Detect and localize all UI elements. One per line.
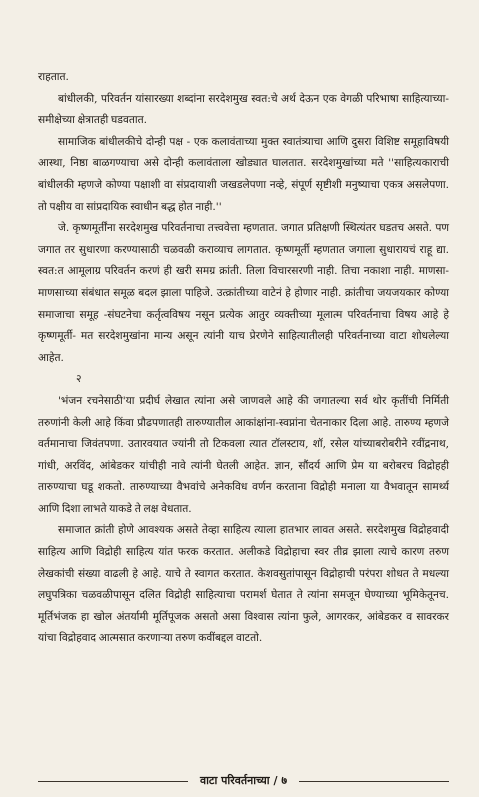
paragraph-social-commitment: सामाजिक बांधीलकीचे दोन्ही पक्ष - एक कलावंताच्या मुक्त स्वातंत्र्याचा आणि दुसरा विशिष्ट समूहाविषयी आस्था, निष्ठा बाळगण्याचा असे दोन्ही कलावंताला खोड्यात घालतात. सरदेशमुखांच्या मते ''साहित्यकाराची बांधीलकी म्हणजे कोण्या पक्षाशी वा संप्रदायाशी जखडलेपणा नव्हे, संपूर्ण सृष्टीशी मनुष्याचा एकत्र असलेपणा. तो पक्षीय वा सांप्रदायिक स्वाधीन बद्ध होत नाही.'' bbox=[38, 135, 449, 213]
paragraph-youth: 'भंजन रचनेसाठी'या प्रदीर्घ लेखात त्यांना असे जाणवले आहे की जगातल्या सर्व थोर कृतींची निर्मिती तरुणांनी केली आहे किंवा प्रौढपणातही तारुण्यातील आकांक्षांना-स्वप्नांना चेतनाकार दिला आहे. तारुण्य म्हणजे वर्तमानाचा जिवंतपणा. उतारवयात ज्यांनी तो टिकवला त्यात टॉलस्टाय, शॉ, रसेल यांच्याबरोबरीने रवींद्रनाथ, गांधी, अरविंद, आंबेडकर यांचीही नावे त्यांनी घेतली आहेत. ज्ञान, सौंदर्य आणि प्रेम या बरोबरच विद्रोहही तारुण्याचा घडू शकतो. तारुण्याच्या वैभवांचे अनेकविध वर्णन करताना विद्रोही मनाला या वैभवातून सामर्थ्य आणि दिशा लाभते याकडे ते लक्ष वेधतात. bbox=[38, 394, 449, 515]
section-number: २ bbox=[76, 373, 82, 386]
page-footer bbox=[38, 768, 449, 792]
footer-rule-right bbox=[299, 781, 449, 782]
paragraph-continuation: राहतात. bbox=[38, 71, 69, 83]
footer-page-label: वाटा परिवर्तनाच्या / ७ bbox=[199, 773, 288, 787]
paragraph-terminology: बांधीलकी, परिवर्तन यांसारख्या शब्दांना सरदेशमुख स्वत:चे अर्थ देऊन एक वेगळी परिभाषा साहित्याच्या- समीक्षेच्या क्षेत्रातही घडवतात. bbox=[38, 92, 449, 127]
paragraph-krishnamurti: जे. कृष्णमूर्तींना सरदेशमुख परिवर्तनाचा तत्त्ववेत्ता म्हणतात. जगात प्रतिक्षणी स्थित्यंतर घडतच असते. पण जगात तर सुधारणा करण्यासाठी चळवळी कराव्याच लागतात. कृष्णमूर्ती म्हणतात जगाला सुधारायचं राहू द्या. स्वत:त आमूलाग्र परिवर्तन करणं ही खरी समग्र क्रांती. तिला विचारसरणी नाही. तिचा नकाशा नाही. माणसा-माणसाच्या संबंधात समूळ बदल झाला पाहिजे. उत्क्रांतीच्या वाटेनं हे होणार नाही. क्रांतीचा जयजयकार कोण्या समाजाचा समूह -संघटनेचा कर्तृत्वविषय नसून प्रत्येक आतुर व्यक्तीच्या मूलात्म परिवर्तनाचा विषय आहे हे कृष्णमूर्ती- मत सरदेशमुखांना मान्य असून त्यांनी याच प्रेरणेने साहित्यातीलही परिवर्तनाच्या वाटा शोधलेल्या आहेत. bbox=[38, 222, 449, 364]
footer-rule-left bbox=[38, 781, 188, 782]
paragraph-revolt-literature: समाजात क्रांती होणे आवश्यक असते तेव्हा साहित्य त्याला हातभार लावत असते. सरदेशमुख विद्रोहवादी साहित्य आणि विद्रोही साहित्य यांत फरक करतात. अलीकडे विद्रोहाचा स्वर तीव्र झाला त्याचे कारण तरुण लेखकांची संख्या वाढली हे आहे. याचे ते स्वागत करतात. केशवसुतांपासून विद्रोहाची परंपरा शोधत ते मधल्या लघुपत्रिका चळवळीपासून दलित विद्रोही साहित्याचा परामर्श घेतात ते त्यांना समजून घेण्याच्या भूमिकेतूनच. मूर्तिभंजक हा खोल अंतर्यामी मूर्तिपूजक असतो असा विश्वास त्यांना फुले, आगरकर, आंबेडकर व सावरकर यांचा विद्रोहवाद आत्मसात करणाऱ्या तरुण कवींबद्दल वाटतो. bbox=[38, 524, 449, 645]
